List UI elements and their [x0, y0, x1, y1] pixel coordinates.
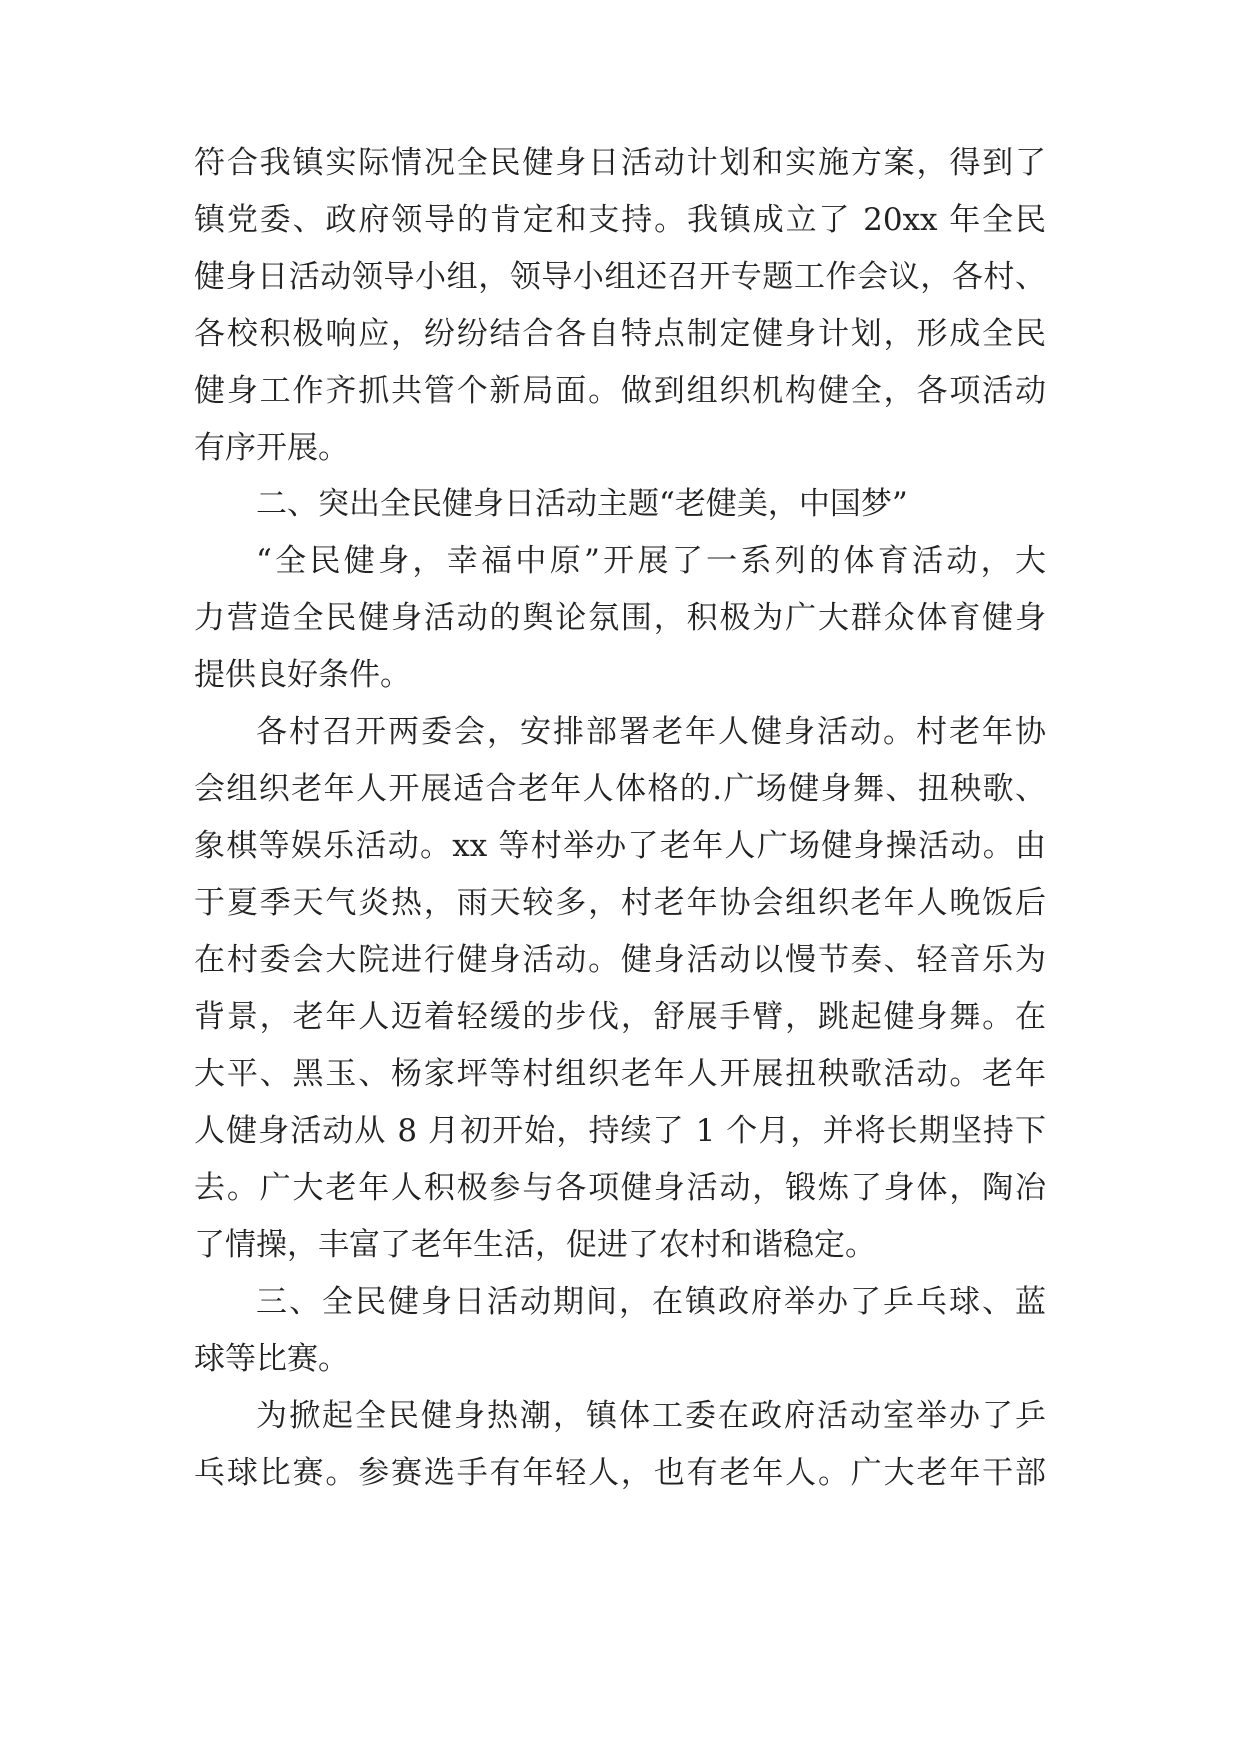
paragraph-line: 各村召开两委会，安排部署老年人健身活动。村老年协: [256, 714, 1046, 750]
section-heading: 二、突出全民健身日活动主题“老健美，中国梦”: [256, 486, 908, 522]
paragraph-line: 象棋等娱乐活动。xx 等村举办了老年人广场健身操活动。由: [194, 828, 1046, 864]
paragraph-line: 符合我镇实际情况全民健身日活动计划和实施方案，得到了: [194, 145, 1046, 181]
paragraph-line: 力营造全民健身活动的舆论氛围，积极为广大群众体育健身: [194, 600, 1046, 636]
paragraph-line: 会组织老年人开展适合老年人体格的.广场健身舞、扭秧歌、: [194, 771, 1046, 807]
paragraph-line: 去。广大老年人积极参与各项健身活动，锻炼了身体，陶冶: [194, 1170, 1046, 1206]
section-heading: 三、全民健身日活动期间，在镇政府举办了乒乓球、蓝: [256, 1284, 1046, 1320]
paragraph-line: 为掀起全民健身热潮，镇体工委在政府活动室举办了乒: [256, 1398, 1046, 1434]
paragraph-line: 有序开展。: [194, 430, 349, 466]
paragraph-line: 健身工作齐抓共管个新局面。做到组织机构健全，各项活动: [194, 373, 1046, 409]
paragraph-line: 镇党委、政府领导的肯定和支持。我镇成立了 20xx 年全民: [194, 202, 1046, 238]
paragraph-line: 人健身活动从 8 月初开始，持续了 1 个月，并将长期坚持下: [194, 1113, 1046, 1149]
paragraph-line: 乓球比赛。参赛选手有年轻人，也有老年人。广大老年干部: [194, 1455, 1046, 1491]
paragraph-line: 各校积极响应，纷纷结合各自特点制定健身计划，形成全民: [194, 316, 1046, 352]
paragraph-line: 提供良好条件。: [194, 657, 411, 693]
paragraph-line: 健身日活动领导小组，领导小组还召开专题工作会议，各村、: [194, 259, 1046, 295]
paragraph-line: 在村委会大院进行健身活动。健身活动以慢节奏、轻音乐为: [194, 942, 1046, 978]
paragraph-line: 于夏季天气炎热，雨天较多，村老年协会组织老年人晚饭后: [194, 885, 1046, 921]
paragraph-line: 背景，老年人迈着轻缓的步伐，舒展手臂，跳起健身舞。在: [194, 999, 1046, 1035]
paragraph-line: “全民健身，幸福中原”开展了一系列的体育活动，大: [256, 543, 1046, 579]
paragraph-line: 大平、黑玉、杨家坪等村组织老年人开展扭秧歌活动。老年: [194, 1056, 1046, 1092]
section-heading: 球等比赛。: [194, 1341, 349, 1377]
paragraph-line: 了情操，丰富了老年生活，促进了农村和谐稳定。: [194, 1227, 876, 1263]
